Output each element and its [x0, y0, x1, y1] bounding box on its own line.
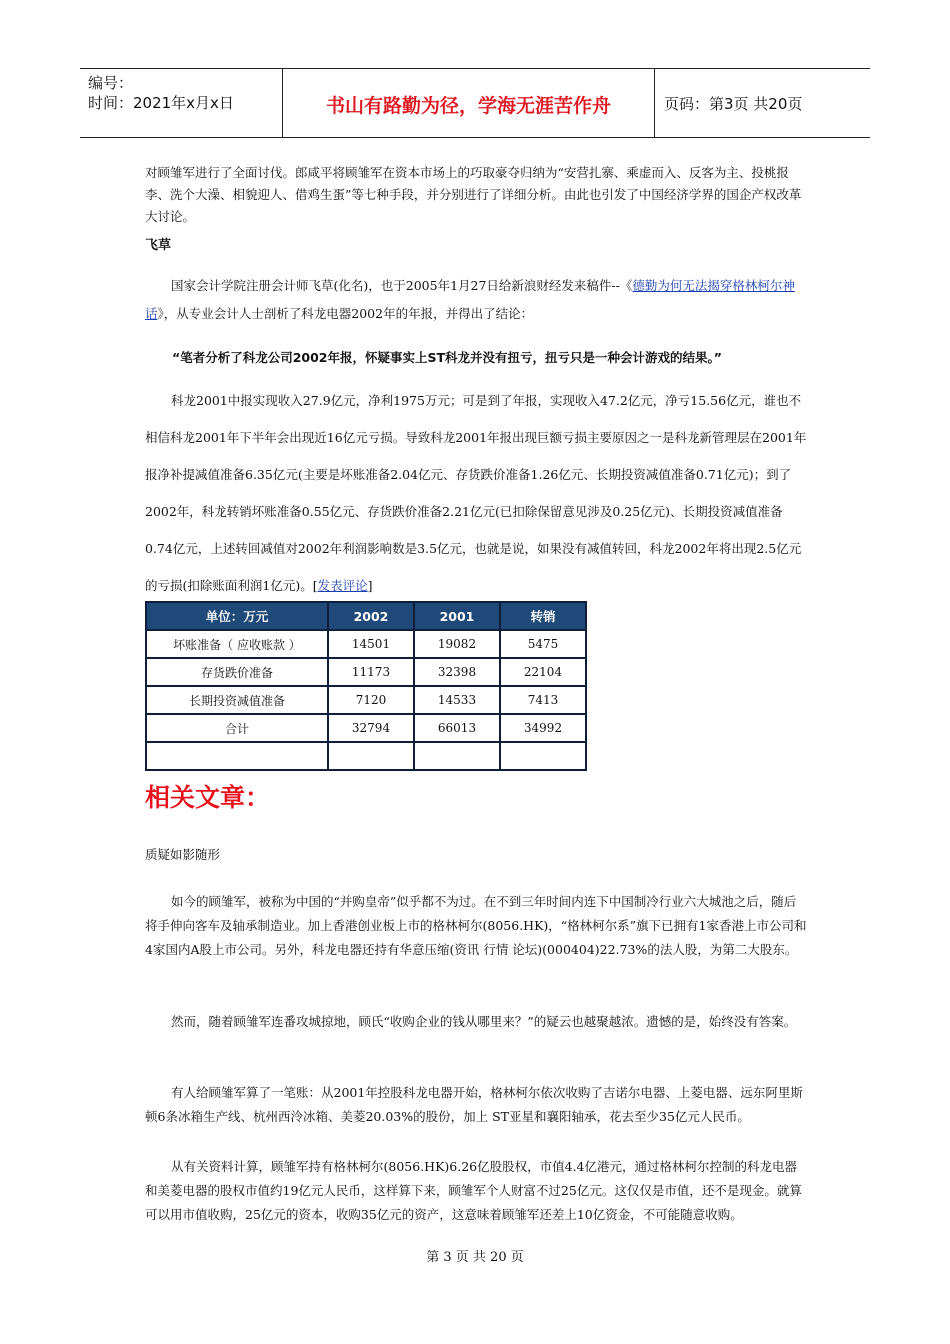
provision-table — [145, 601, 587, 771]
table-cell: 11173 — [329, 659, 413, 685]
quote-text: “笔者分析了科龙公司2002年报，怀疑事实上ST科龙并没有扭亏，扭亏只是一种会计游戏的结果。” — [172, 350, 723, 365]
header-page-info: 页码：第3页 共20页 — [664, 95, 803, 113]
feicao-paragraph — [145, 272, 807, 328]
table-cell: 7413 — [501, 687, 585, 713]
table-cell: 19082 — [415, 631, 499, 657]
table-row — [147, 659, 585, 685]
table-cell — [415, 743, 499, 769]
table-cell: 32794 — [329, 715, 413, 741]
table-header-cell: 单位：万元 — [147, 603, 327, 629]
table-cell: 存货跌价准备 — [147, 659, 327, 685]
kelon-paragraph — [145, 382, 807, 604]
related-paragraph-2: 然而，随着顾雏军连番攻城掠地，顾氏“收购企业的钱从哪里来？”的疑云也越聚越浓。遗憾的是，始终没有答案。 — [171, 1014, 797, 1029]
header-meta — [88, 73, 234, 113]
table-row — [147, 687, 585, 713]
table-cell — [329, 743, 413, 769]
bracket-close: ] — [367, 578, 373, 593]
article-link[interactable]: 德勤为何无法揭穿格林柯尔神话 — [145, 278, 795, 321]
header-divider-right — [654, 69, 655, 137]
document-time: 时间：2021年x月x日 — [88, 94, 234, 112]
table-cell: 7120 — [329, 687, 413, 713]
page-header — [80, 68, 870, 138]
table-cell: 66013 — [415, 715, 499, 741]
related-paragraph-1: 如今的顾雏军，被称为中国的“并购皇帝”似乎都不为过。在不到三年时间内连下中国制冷行业六大城池之后，随后将手伸向客车及轴承制造业。加上香港创业板上市的格林柯尔(8056.HK)，“格林柯尔系”旗下已拥有1家香港上市公司和4家国内A股上市公司。另外，科龙电器还持有华意压缩(资讯 行情 论坛)(000404)22.73%的法人股，为第二大股东。 — [145, 894, 807, 957]
table-cell: 5475 — [501, 631, 585, 657]
table-cell — [147, 743, 327, 769]
related-subtitle: 质疑如影随形 — [145, 847, 221, 862]
table-header-cell: 转销 — [501, 603, 585, 629]
related-paragraph-3: 有人给顾雏军算了一笔账：从2001年控股科龙电器开始，格林柯尔依次收购了吉诺尔电器、上菱电器、远东阿里斯顿6条冰箱生产线、杭州西泠冰箱、美菱20.03%的股份，加上 ST亚星和襄阳轴承，花去至少35亿元人民币。 — [145, 1085, 803, 1124]
related-paragraph-4: 从有关资料计算，顾雏军持有格林柯尔(8056.HK)6.26亿股股权，市值4.4亿港元，通过格林柯尔控制的科龙电器和美菱电器的股权市值约19亿元人民币，这样算下来，顾雏军个人财富不过25亿元。这仅仅是市值，还不是现金。就算可以用市值收购，25亿元的资本，收购35亿元的资产，这意味着顾雏军还差上10亿资金，不可能随意收购。 — [145, 1159, 802, 1222]
table-cell: 坏账准备（ 应收账款 ） — [147, 631, 327, 657]
table-row — [147, 631, 585, 657]
table-cell: 34992 — [501, 715, 585, 741]
kelon-text: 科龙2001中报实现收入27.9亿元，净利1975万元；可是到了年报，实现收入47.2亿元，净亏15.56亿元，谁也不相信科龙2001年下半年会出现近16亿元亏损。导致科龙2001年报出现巨额亏损主要原因之一是科龙新管理层在2001年报净补提减值准备6.35亿元(主要是坏账准备2.04亿元、存货跌价准备1.26亿元、长期投资减值准备0.71亿元)；到了2002年，科龙转销坏账准备0.55亿元、存货跌价准备2.21亿元(已扣除保留意见涉及0.25亿元)、长期投资减值准备0.74亿元，上述转回减值对2002年利润影响数是3.5亿元，也就是说，如果没有减值转回，科龙2002年将出现2.5亿元的亏损(扣除账面利润1亿元)。[ — [145, 393, 807, 593]
table-cell — [501, 743, 585, 769]
table-row — [147, 715, 585, 741]
comment-link[interactable]: 发表评论 — [317, 578, 368, 593]
page-footer: 第 3 页 共 20 页 — [426, 1250, 524, 1265]
document-number: 编号： — [88, 74, 134, 92]
section-title: 飞草 — [145, 238, 172, 253]
table-cell: 长期投资减值准备 — [147, 687, 327, 713]
table-cell: 14533 — [415, 687, 499, 713]
feicao-text-before: 国家会计学院注册会计师飞草(化名)，也于2005年1月27日给新浪财经发来稿件--《 — [171, 278, 633, 293]
table-row-empty — [147, 743, 585, 769]
table-header-cell: 2002 — [329, 603, 413, 629]
intro-paragraph: 对顾雏军进行了全面讨伐。郎咸平将顾雏军在资本市场上的巧取豪夺归纳为“安营扎寨、乘虚而入、反客为主、投桃报李、洗个大澡、相貌迎人、借鸡生蛋”等七种手段，并分别进行了详细分析。由此也引发了中国经济学界的国企产权改革大讨论。 — [145, 165, 802, 224]
header-motto: 书山有路勤为径，学海无涯苦作舟 — [325, 95, 611, 117]
related-articles-title: 相关文章： — [145, 783, 271, 812]
feicao-text-after: 》，从专业会计人士剖析了科龙电器2002年的年报，并得出了结论： — [157, 306, 534, 321]
table-header-row — [147, 603, 585, 629]
table-cell: 32398 — [415, 659, 499, 685]
table-cell: 22104 — [501, 659, 585, 685]
table-cell: 14501 — [329, 631, 413, 657]
table-cell: 合计 — [147, 715, 327, 741]
table-header-cell: 2001 — [415, 603, 499, 629]
